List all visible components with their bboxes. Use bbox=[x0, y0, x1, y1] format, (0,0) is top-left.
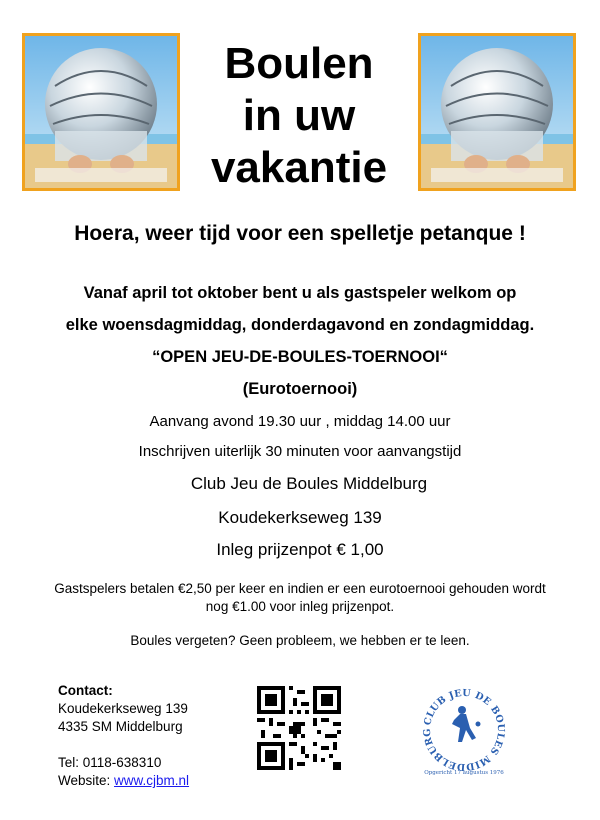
contact-website-row bbox=[58, 772, 189, 790]
title-line-2: in uw bbox=[242, 91, 356, 140]
boules-beach-photo-left bbox=[22, 33, 180, 191]
club-logo bbox=[414, 680, 514, 780]
logo-founded: Opgericht 17 augustus 1976 bbox=[424, 770, 504, 776]
contact-block bbox=[58, 682, 189, 790]
website-label: Website: bbox=[58, 773, 115, 788]
guest-fee-line-1: Gastspelers betalen €2,50 per keer en indien er een eurotoernooi gehouden wordt bbox=[54, 581, 546, 596]
tournament-name: “OPEN JEU-DE-BOULES-TOERNOOI“ bbox=[152, 348, 448, 366]
title-line-1: Boulen bbox=[224, 39, 374, 88]
club-street: Koudekerkseweg 139 bbox=[218, 508, 382, 527]
entry-fee: Inleg prijzenpot € 1,00 bbox=[216, 540, 384, 559]
club-name: Club Jeu de Boules Middelburg bbox=[190, 474, 428, 493]
boules-beach-photo-right bbox=[418, 33, 576, 191]
guest-fee-line-2: nog €1.00 voor inleg prijzenpot. bbox=[205, 599, 395, 614]
website-link[interactable]: www.cjbm.nl bbox=[114, 773, 190, 788]
contact-city: 4335 SM Middelburg bbox=[58, 719, 183, 734]
start-times: Aanvang avond 19.30 uur , middag 14.00 uur bbox=[149, 413, 451, 430]
page-title bbox=[180, 38, 418, 194]
contact-street: Koudekerkseweg 139 bbox=[58, 701, 188, 716]
intro-line-1: Vanaf april tot oktober bent u als gastspeler welkom op bbox=[83, 284, 517, 302]
subtitle: Hoera, weer tijd voor een spelletje petanque ! bbox=[74, 222, 526, 245]
contact-phone: Tel: 0118-638310 bbox=[58, 755, 162, 770]
boules-loan-note: Boules vergeten? Geen probleem, we hebben er te leen. bbox=[130, 633, 470, 648]
qr-code[interactable] bbox=[257, 686, 341, 770]
contact-label: Contact: bbox=[58, 683, 113, 698]
tournament-type: (Eurotoernooi) bbox=[242, 380, 358, 398]
title-line-3: vakantie bbox=[210, 143, 388, 192]
registration-deadline: Inschrijven uiterlijk 30 minuten voor aanvangstijd bbox=[138, 443, 462, 460]
intro-line-2: elke woensdagmiddag, donderdagavond en zondagmiddag. bbox=[65, 316, 535, 334]
logo-ring-text: CLUB JEU DE BOULES MIDDELBURG bbox=[421, 687, 507, 773]
